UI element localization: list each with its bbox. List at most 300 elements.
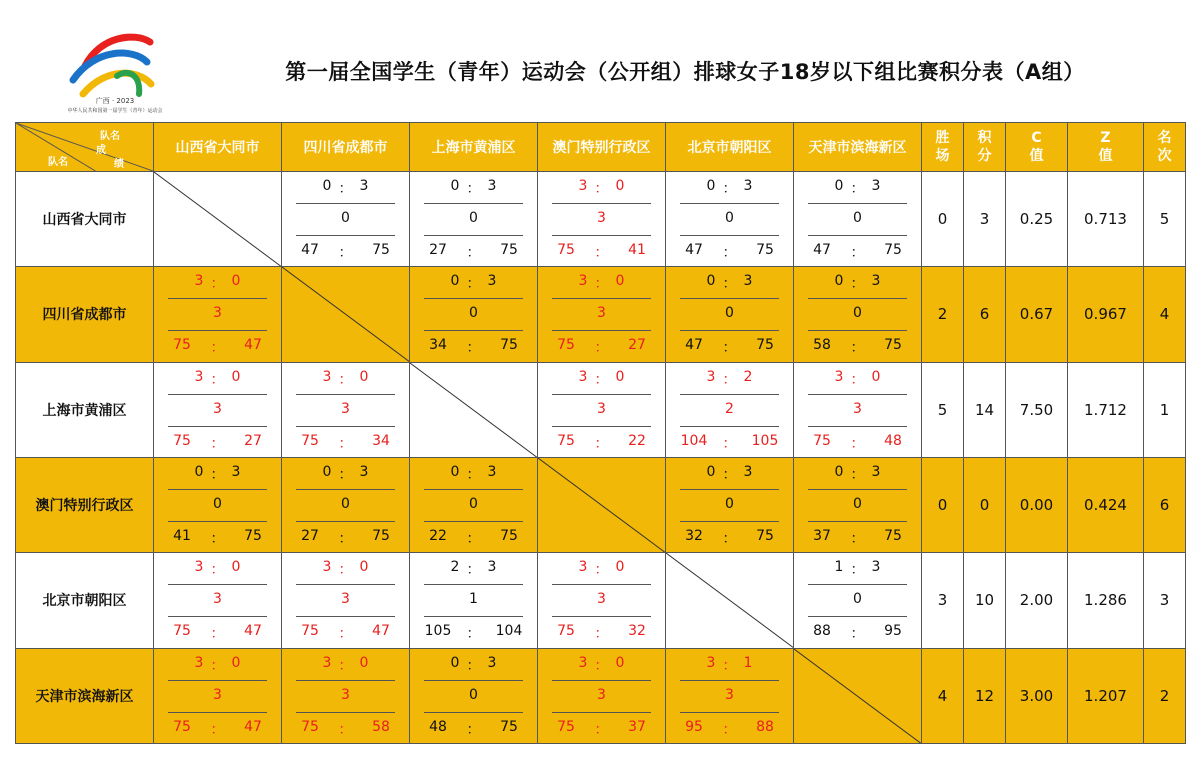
match-points: 3 [341, 400, 350, 417]
match-points: 3 [213, 305, 222, 322]
total-points-home: 75 [813, 432, 831, 449]
match-points: 0 [469, 305, 478, 322]
match-result [154, 458, 281, 552]
column-header-4: 澳门特别行政区 [538, 123, 666, 172]
match-cell [154, 267, 282, 362]
match-cell [666, 648, 794, 743]
match-points: 0 [725, 495, 734, 512]
stat-header-1 [922, 123, 964, 172]
stat-points: 6 [964, 267, 1006, 362]
total-points-home: 58 [813, 337, 831, 354]
stat-wins: 0 [922, 457, 964, 552]
match-points: 3 [597, 210, 606, 226]
total-points-home: 104 [680, 432, 708, 449]
score-colon: ： [850, 466, 865, 483]
score-colon: ： [850, 181, 865, 197]
table-row [16, 267, 1186, 362]
score-colon: ： [594, 276, 609, 293]
stat-wins: 4 [922, 648, 964, 743]
set-score-home: 3 [194, 368, 204, 385]
column-header-1: 山西省大同市 [154, 123, 282, 172]
total-points-away: 47 [372, 623, 390, 640]
score-colon: ： [466, 721, 481, 738]
set-score-home: 0 [194, 463, 204, 480]
total-points-away: 27 [628, 337, 646, 354]
total-points-home: 75 [173, 623, 191, 640]
match-points: 3 [725, 686, 734, 703]
stat-points: 10 [964, 553, 1006, 648]
match-points: 3 [341, 686, 350, 703]
match-cell [154, 553, 282, 648]
stat-points: 3 [964, 172, 1006, 267]
match-points: 0 [853, 591, 862, 608]
match-cell [666, 172, 794, 267]
match-points: 3 [853, 400, 862, 417]
stat-header-line2: 次 [1157, 148, 1172, 164]
match-result [538, 363, 665, 457]
set-score-home: 3 [834, 368, 844, 385]
set-score-home: 0 [834, 463, 844, 480]
set-score-home: 3 [194, 654, 204, 671]
match-result [538, 553, 665, 647]
match-points: 0 [853, 210, 862, 226]
set-score-home: 3 [578, 654, 588, 671]
score-colon: ： [210, 721, 225, 738]
set-score-home: 3 [322, 654, 332, 671]
stat-rank: 2 [1144, 648, 1186, 743]
total-points-away: 75 [756, 527, 774, 544]
set-score-away: 3 [487, 654, 497, 671]
total-points-home: 34 [429, 337, 447, 354]
score-colon: ： [466, 562, 481, 579]
set-score-home: 0 [706, 463, 716, 480]
score-colon: ： [466, 340, 481, 357]
total-points-away: 88 [756, 718, 774, 735]
match-cell [538, 267, 666, 362]
total-points-away: 75 [884, 527, 902, 544]
score-colon: ： [466, 276, 481, 293]
score-colon: ： [722, 657, 737, 674]
diagonal-cell [538, 457, 666, 552]
score-colon: ： [594, 371, 609, 388]
total-points-away: 37 [628, 718, 646, 735]
stat-c-value: 0.67 [1006, 267, 1068, 362]
score-colon: ： [210, 371, 225, 388]
diagonal-cell [154, 172, 282, 267]
stat-header-line1: C [1031, 130, 1042, 146]
score-colon: ： [338, 721, 353, 738]
total-points-away: 48 [884, 432, 902, 449]
stat-rank: 4 [1144, 267, 1186, 362]
column-header-6: 天津市滨海新区 [794, 123, 922, 172]
total-points-home: 41 [173, 527, 191, 544]
score-colon: ： [722, 721, 737, 738]
total-points-home: 88 [813, 623, 831, 640]
match-result [794, 553, 921, 647]
set-score-away: 0 [615, 559, 625, 576]
stat-header-3 [1006, 123, 1068, 172]
match-points: 0 [853, 495, 862, 512]
set-score-away: 0 [615, 273, 625, 290]
set-score-home: 3 [578, 273, 588, 290]
score-colon: ： [210, 657, 225, 674]
header-row [16, 123, 1186, 172]
table-row [16, 457, 1186, 552]
score-colon: ： [594, 245, 609, 261]
match-result [666, 458, 793, 552]
score-colon: ： [338, 435, 353, 452]
match-cell [410, 457, 538, 552]
total-points-away: 75 [244, 527, 262, 544]
table-row [16, 362, 1186, 457]
set-score-home: 0 [322, 463, 332, 480]
match-cell [794, 267, 922, 362]
set-score-home: 0 [450, 654, 460, 671]
total-points-away: 75 [372, 527, 390, 544]
score-colon: ： [338, 562, 353, 579]
total-points-away: 75 [372, 242, 390, 258]
match-result [282, 458, 409, 552]
set-score-away: 3 [359, 463, 369, 480]
stat-rank: 1 [1144, 362, 1186, 457]
match-points: 0 [341, 495, 350, 512]
column-header-5: 北京市朝阳区 [666, 123, 794, 172]
score-colon: ： [338, 530, 353, 547]
total-points-home: 95 [685, 718, 703, 735]
set-score-away: 3 [871, 463, 881, 480]
total-points-away: 75 [500, 527, 518, 544]
score-colon: ： [210, 626, 225, 643]
total-points-away: 27 [244, 432, 262, 449]
score-colon: ： [594, 721, 609, 738]
set-score-away: 0 [359, 368, 369, 385]
match-result [282, 649, 409, 743]
set-score-away: 3 [743, 273, 753, 290]
table-row [16, 648, 1186, 743]
row-team-name: 天津市滨海新区 [16, 648, 154, 743]
score-colon: ： [338, 181, 353, 197]
score-colon: ： [210, 276, 225, 293]
stat-wins: 2 [922, 267, 964, 362]
stat-c-value: 0.25 [1006, 172, 1068, 267]
stat-rank: 3 [1144, 553, 1186, 648]
match-points: 3 [597, 686, 606, 703]
diagonal-cell [666, 553, 794, 648]
total-points-away: 75 [500, 337, 518, 354]
set-score-away: 3 [871, 273, 881, 290]
match-cell [154, 648, 282, 743]
score-colon: ： [594, 435, 609, 452]
match-points: 3 [597, 591, 606, 608]
match-result [410, 267, 537, 361]
score-colon: ： [466, 245, 481, 261]
set-score-home: 0 [322, 178, 332, 194]
match-result [538, 267, 665, 361]
match-result [794, 267, 921, 361]
match-result [538, 649, 665, 743]
score-colon: ： [850, 276, 865, 293]
stat-z-value: 0.713 [1068, 172, 1144, 267]
match-cell [538, 648, 666, 743]
total-points-home: 75 [173, 337, 191, 354]
set-score-home: 3 [578, 368, 588, 385]
total-points-home: 22 [429, 527, 447, 544]
total-points-away: 75 [756, 337, 774, 354]
score-colon: ： [722, 340, 737, 357]
match-points: 3 [213, 686, 222, 703]
stat-c-value: 3.00 [1006, 648, 1068, 743]
total-points-away: 75 [884, 337, 902, 354]
set-score-home: 3 [578, 178, 588, 194]
match-points: 0 [469, 210, 478, 226]
match-points: 0 [469, 686, 478, 703]
score-colon: ： [850, 340, 865, 357]
match-points: 1 [469, 591, 478, 608]
score-colon: ： [850, 435, 865, 452]
match-result [666, 172, 793, 266]
total-points-home: 75 [557, 718, 575, 735]
match-result [282, 172, 409, 266]
set-score-away: 3 [487, 463, 497, 480]
set-score-away: 0 [615, 654, 625, 671]
match-result [154, 267, 281, 361]
stat-header-line2: 分 [977, 148, 992, 164]
stat-c-value: 2.00 [1006, 553, 1068, 648]
match-cell [282, 648, 410, 743]
total-points-away: 47 [244, 623, 262, 640]
match-cell [794, 457, 922, 552]
total-points-home: 32 [685, 527, 703, 544]
stat-points: 0 [964, 457, 1006, 552]
column-header-3: 上海市黄浦区 [410, 123, 538, 172]
total-points-away: 47 [244, 718, 262, 735]
match-cell [666, 362, 794, 457]
score-colon: ： [594, 340, 609, 357]
total-points-home: 75 [557, 432, 575, 449]
score-colon: ： [338, 657, 353, 674]
total-points-away: 58 [372, 718, 390, 735]
match-cell [538, 362, 666, 457]
match-points: 3 [341, 591, 350, 608]
set-score-home: 0 [706, 273, 716, 290]
match-points: 2 [725, 400, 734, 417]
score-colon: ： [850, 626, 865, 643]
score-colon: ： [210, 530, 225, 547]
match-result [410, 649, 537, 743]
score-colon: ： [594, 181, 609, 197]
total-points-home: 47 [685, 242, 703, 258]
match-result [282, 363, 409, 457]
score-colon: ： [850, 530, 865, 547]
logo-year: 广西 · 2023 [95, 97, 135, 105]
match-points: 3 [213, 591, 222, 608]
set-score-home: 1 [834, 559, 844, 576]
match-points: 0 [725, 210, 734, 226]
stat-header-line1: Z [1100, 130, 1111, 146]
stat-header-line1: 名 [1157, 130, 1172, 146]
total-points-away: 34 [372, 432, 390, 449]
set-score-away: 3 [487, 559, 497, 576]
set-score-home: 2 [450, 559, 460, 576]
score-colon: ： [466, 530, 481, 547]
total-points-home: 75 [301, 432, 319, 449]
stat-wins: 0 [922, 172, 964, 267]
set-score-home: 0 [706, 178, 716, 194]
stat-header-4 [1068, 123, 1144, 172]
set-score-away: 3 [487, 178, 497, 194]
match-cell [538, 172, 666, 267]
stat-z-value: 1.207 [1068, 648, 1144, 743]
match-result [410, 172, 537, 266]
match-cell [794, 172, 922, 267]
page-title: 第一届全国学生（青年）运动会（公开组）排球女子18岁以下组比赛积分表（A组） [285, 60, 1085, 84]
total-points-away: 75 [884, 242, 902, 258]
total-points-home: 75 [173, 432, 191, 449]
games-logo-icon [55, 28, 175, 118]
score-colon: ： [594, 562, 609, 579]
score-colon: ： [338, 626, 353, 643]
set-score-away: 0 [359, 559, 369, 576]
stat-points: 14 [964, 362, 1006, 457]
match-points: 0 [469, 495, 478, 512]
score-sheet [15, 22, 1185, 744]
score-colon: ： [594, 657, 609, 674]
set-score-home: 0 [450, 178, 460, 194]
score-colon: ： [210, 340, 225, 357]
total-points-home: 75 [557, 242, 575, 258]
score-colon: ： [722, 466, 737, 483]
match-cell [282, 457, 410, 552]
set-score-home: 3 [578, 559, 588, 576]
stat-header-line2: 值 [1098, 148, 1113, 164]
corner-result-low: 绩 [114, 159, 124, 170]
set-score-away: 3 [231, 463, 241, 480]
set-score-home: 0 [450, 273, 460, 290]
set-score-home: 3 [322, 368, 332, 385]
score-colon: ： [722, 435, 737, 452]
total-points-home: 75 [557, 337, 575, 354]
stat-z-value: 1.286 [1068, 553, 1144, 648]
row-team-name: 山西省大同市 [16, 172, 154, 267]
set-score-home: 3 [322, 559, 332, 576]
match-result [666, 267, 793, 361]
corner-cell [16, 123, 154, 172]
score-colon: ： [210, 562, 225, 579]
total-points-away: 75 [756, 242, 774, 258]
match-cell [538, 553, 666, 648]
stat-z-value: 0.967 [1068, 267, 1144, 362]
set-score-away: 3 [487, 273, 497, 290]
set-score-away: 3 [743, 178, 753, 194]
set-score-away: 3 [359, 178, 369, 194]
total-points-home: 47 [813, 242, 831, 258]
total-points-home: 75 [173, 718, 191, 735]
score-colon: ： [466, 657, 481, 674]
match-result [410, 553, 537, 647]
diagonal-cell [282, 267, 410, 362]
row-team-name: 澳门特别行政区 [16, 457, 154, 552]
total-points-away: 32 [628, 623, 646, 640]
total-points-away: 104 [495, 623, 523, 640]
match-cell [666, 457, 794, 552]
set-score-home: 3 [194, 273, 204, 290]
set-score-away: 0 [871, 368, 881, 385]
corner-result-mid: 成 [96, 145, 106, 156]
score-colon: ： [466, 181, 481, 197]
score-colon: ： [210, 435, 225, 452]
match-result [794, 458, 921, 552]
total-points-away: 95 [884, 623, 902, 640]
total-points-home: 48 [429, 718, 447, 735]
stat-header-line2: 场 [935, 148, 950, 164]
stat-wins: 5 [922, 362, 964, 457]
logo-caption: 中华人民共和国第一届学生（青年）运动会 [67, 108, 163, 114]
score-colon: ： [722, 245, 737, 261]
score-colon: ： [466, 466, 481, 483]
stat-header-5 [1144, 123, 1186, 172]
score-colon: ： [850, 245, 865, 261]
match-result [794, 172, 921, 266]
match-cell [666, 267, 794, 362]
set-score-away: 3 [871, 559, 881, 576]
score-colon: ： [722, 276, 737, 293]
total-points-away: 41 [628, 242, 646, 258]
set-score-home: 3 [706, 654, 716, 671]
match-cell [410, 172, 538, 267]
match-result [154, 363, 281, 457]
total-points-home: 105 [424, 623, 452, 640]
score-table [15, 122, 1186, 744]
total-points-away: 22 [628, 432, 646, 449]
stat-wins: 3 [922, 553, 964, 648]
total-points-away: 47 [244, 337, 262, 354]
set-score-home: 3 [706, 368, 716, 385]
match-result [154, 649, 281, 743]
score-colon: ： [338, 466, 353, 483]
score-colon: ： [338, 245, 353, 261]
score-colon: ： [850, 562, 865, 579]
set-score-away: 0 [615, 178, 625, 194]
match-result [538, 172, 665, 266]
stat-rank: 6 [1144, 457, 1186, 552]
match-result [282, 553, 409, 647]
row-team-name: 四川省成都市 [16, 267, 154, 362]
set-score-home: 0 [834, 178, 844, 194]
set-score-away: 0 [231, 273, 241, 290]
match-cell [794, 553, 922, 648]
score-colon: ： [722, 371, 737, 388]
total-points-home: 75 [557, 623, 575, 640]
table-row [16, 172, 1186, 267]
match-points: 0 [341, 210, 350, 226]
row-team-name: 北京市朝阳区 [16, 553, 154, 648]
match-points: 0 [853, 305, 862, 322]
total-points-home: 27 [301, 527, 319, 544]
score-colon: ： [594, 626, 609, 643]
stat-z-value: 1.712 [1068, 362, 1144, 457]
match-cell [154, 457, 282, 552]
set-score-away: 0 [359, 654, 369, 671]
match-points: 3 [597, 400, 606, 417]
match-cell [794, 362, 922, 457]
score-colon: ： [850, 371, 865, 388]
row-team-name: 上海市黄浦区 [16, 362, 154, 457]
stat-header-line2: 值 [1029, 148, 1044, 164]
match-points: 3 [213, 400, 222, 417]
header [15, 22, 1185, 122]
stat-rank: 5 [1144, 172, 1186, 267]
set-score-away: 3 [871, 178, 881, 194]
